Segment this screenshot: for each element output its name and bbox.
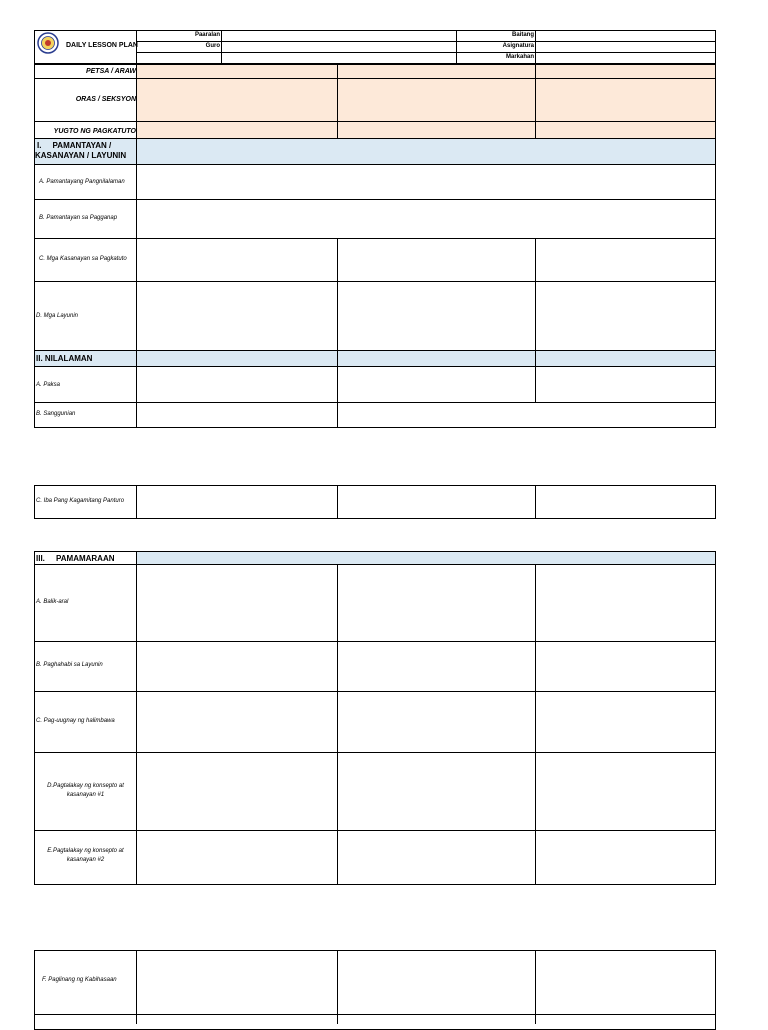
asignatura-label: Asignatura (502, 43, 534, 49)
vline-col2 (337, 485, 338, 519)
vline-col2 (337, 238, 338, 428)
vline-col3 (535, 351, 536, 366)
sanggunian-label: B. Sanggunian (36, 411, 76, 417)
vline-col3 (535, 564, 536, 885)
vline-label-col (136, 950, 137, 1024)
pamantayang-pangnilalaman-label: A. Pamantayang Pangnilalaman (39, 179, 125, 185)
yugto-row-fill (137, 122, 715, 138)
vline-label-col (136, 551, 137, 885)
markahan-label: Markahan (505, 54, 534, 60)
asignatura-field[interactable] (536, 42, 715, 52)
vline-col2 (337, 950, 338, 1024)
vline-col2 (337, 351, 338, 366)
yugto-label: YUGTO NG PAGKATUTO (53, 128, 136, 135)
mga-layunin-label: D. Mga Layunin (36, 313, 79, 319)
deped-seal-icon (37, 32, 59, 54)
section1-title-line1: I. PAMANTAYAN / (37, 141, 112, 150)
section1-title-line2: KASANAYAN / LAYUNIN (35, 151, 127, 160)
header-title: DAILY LESSON PLAN (66, 42, 138, 49)
guro-label: Guro (205, 43, 220, 49)
section1-header-fill (35, 139, 715, 164)
vline-label-col (136, 485, 137, 519)
vline-col2 (337, 564, 338, 885)
guro-field[interactable] (222, 42, 456, 52)
pamantayan-pagganap-label: B. Pamantayan sa Pagganap (39, 215, 118, 221)
vline-col3 (535, 238, 536, 403)
paglinang-kabihasaan-label: F. Paglinang ng Kabihasaan (42, 977, 117, 983)
vline-col3 (535, 950, 536, 1024)
petsa-label: PETSA / ARAW (85, 68, 136, 75)
vline-col3 (535, 64, 536, 138)
vline-col2 (337, 64, 338, 138)
oras-row-fill (137, 79, 715, 121)
vline-label-col (136, 351, 137, 366)
vline-col3 (535, 485, 536, 519)
section3-title: III. PAMAMARAAN (36, 554, 115, 563)
baitang-field[interactable] (536, 31, 715, 41)
pagtalakay-1-label-line1: D.Pagtalakay ng konsepto at (47, 783, 124, 789)
pagtalakay-2-label-line2: kasanayan #2 (66, 857, 105, 863)
oras-label: ORAS / SEKSYON (75, 96, 136, 103)
paaralan-field[interactable] (222, 31, 456, 41)
section3-header-fill (137, 552, 715, 564)
kagamitang-panturo-label: C. Iba Pang Kagamitang Panturo (36, 498, 125, 504)
baitang-label: Baitang (511, 32, 534, 38)
section2-header-fill (35, 351, 715, 366)
markahan-field[interactable] (536, 53, 715, 63)
pag-uugnay-halimbawa-label: C. Pag-uugnay ng halimbawa (36, 718, 115, 724)
paksa-label: A. Paksa (36, 382, 61, 388)
pagtalakay-1-label-line2: kasanayan #1 (66, 792, 105, 798)
balik-aral-label: A. Balik-aral (36, 599, 69, 605)
paghahabi-layunin-label: B. Paghahabi sa Layunin (36, 662, 103, 668)
vline-label-col (136, 64, 137, 428)
section2-title: II. NILALAMAN (36, 354, 93, 363)
pagtalakay-2-label-line1: E.Pagtalakay ng konsepto at (47, 848, 124, 854)
vline-label-col (136, 139, 137, 164)
petsa-row-fill (137, 65, 715, 78)
kasanayan-pagkatuto-label: C. Mga Kasanayan sa Pagkatuto (39, 256, 127, 262)
paaralan-label: Paaralan (194, 32, 220, 38)
